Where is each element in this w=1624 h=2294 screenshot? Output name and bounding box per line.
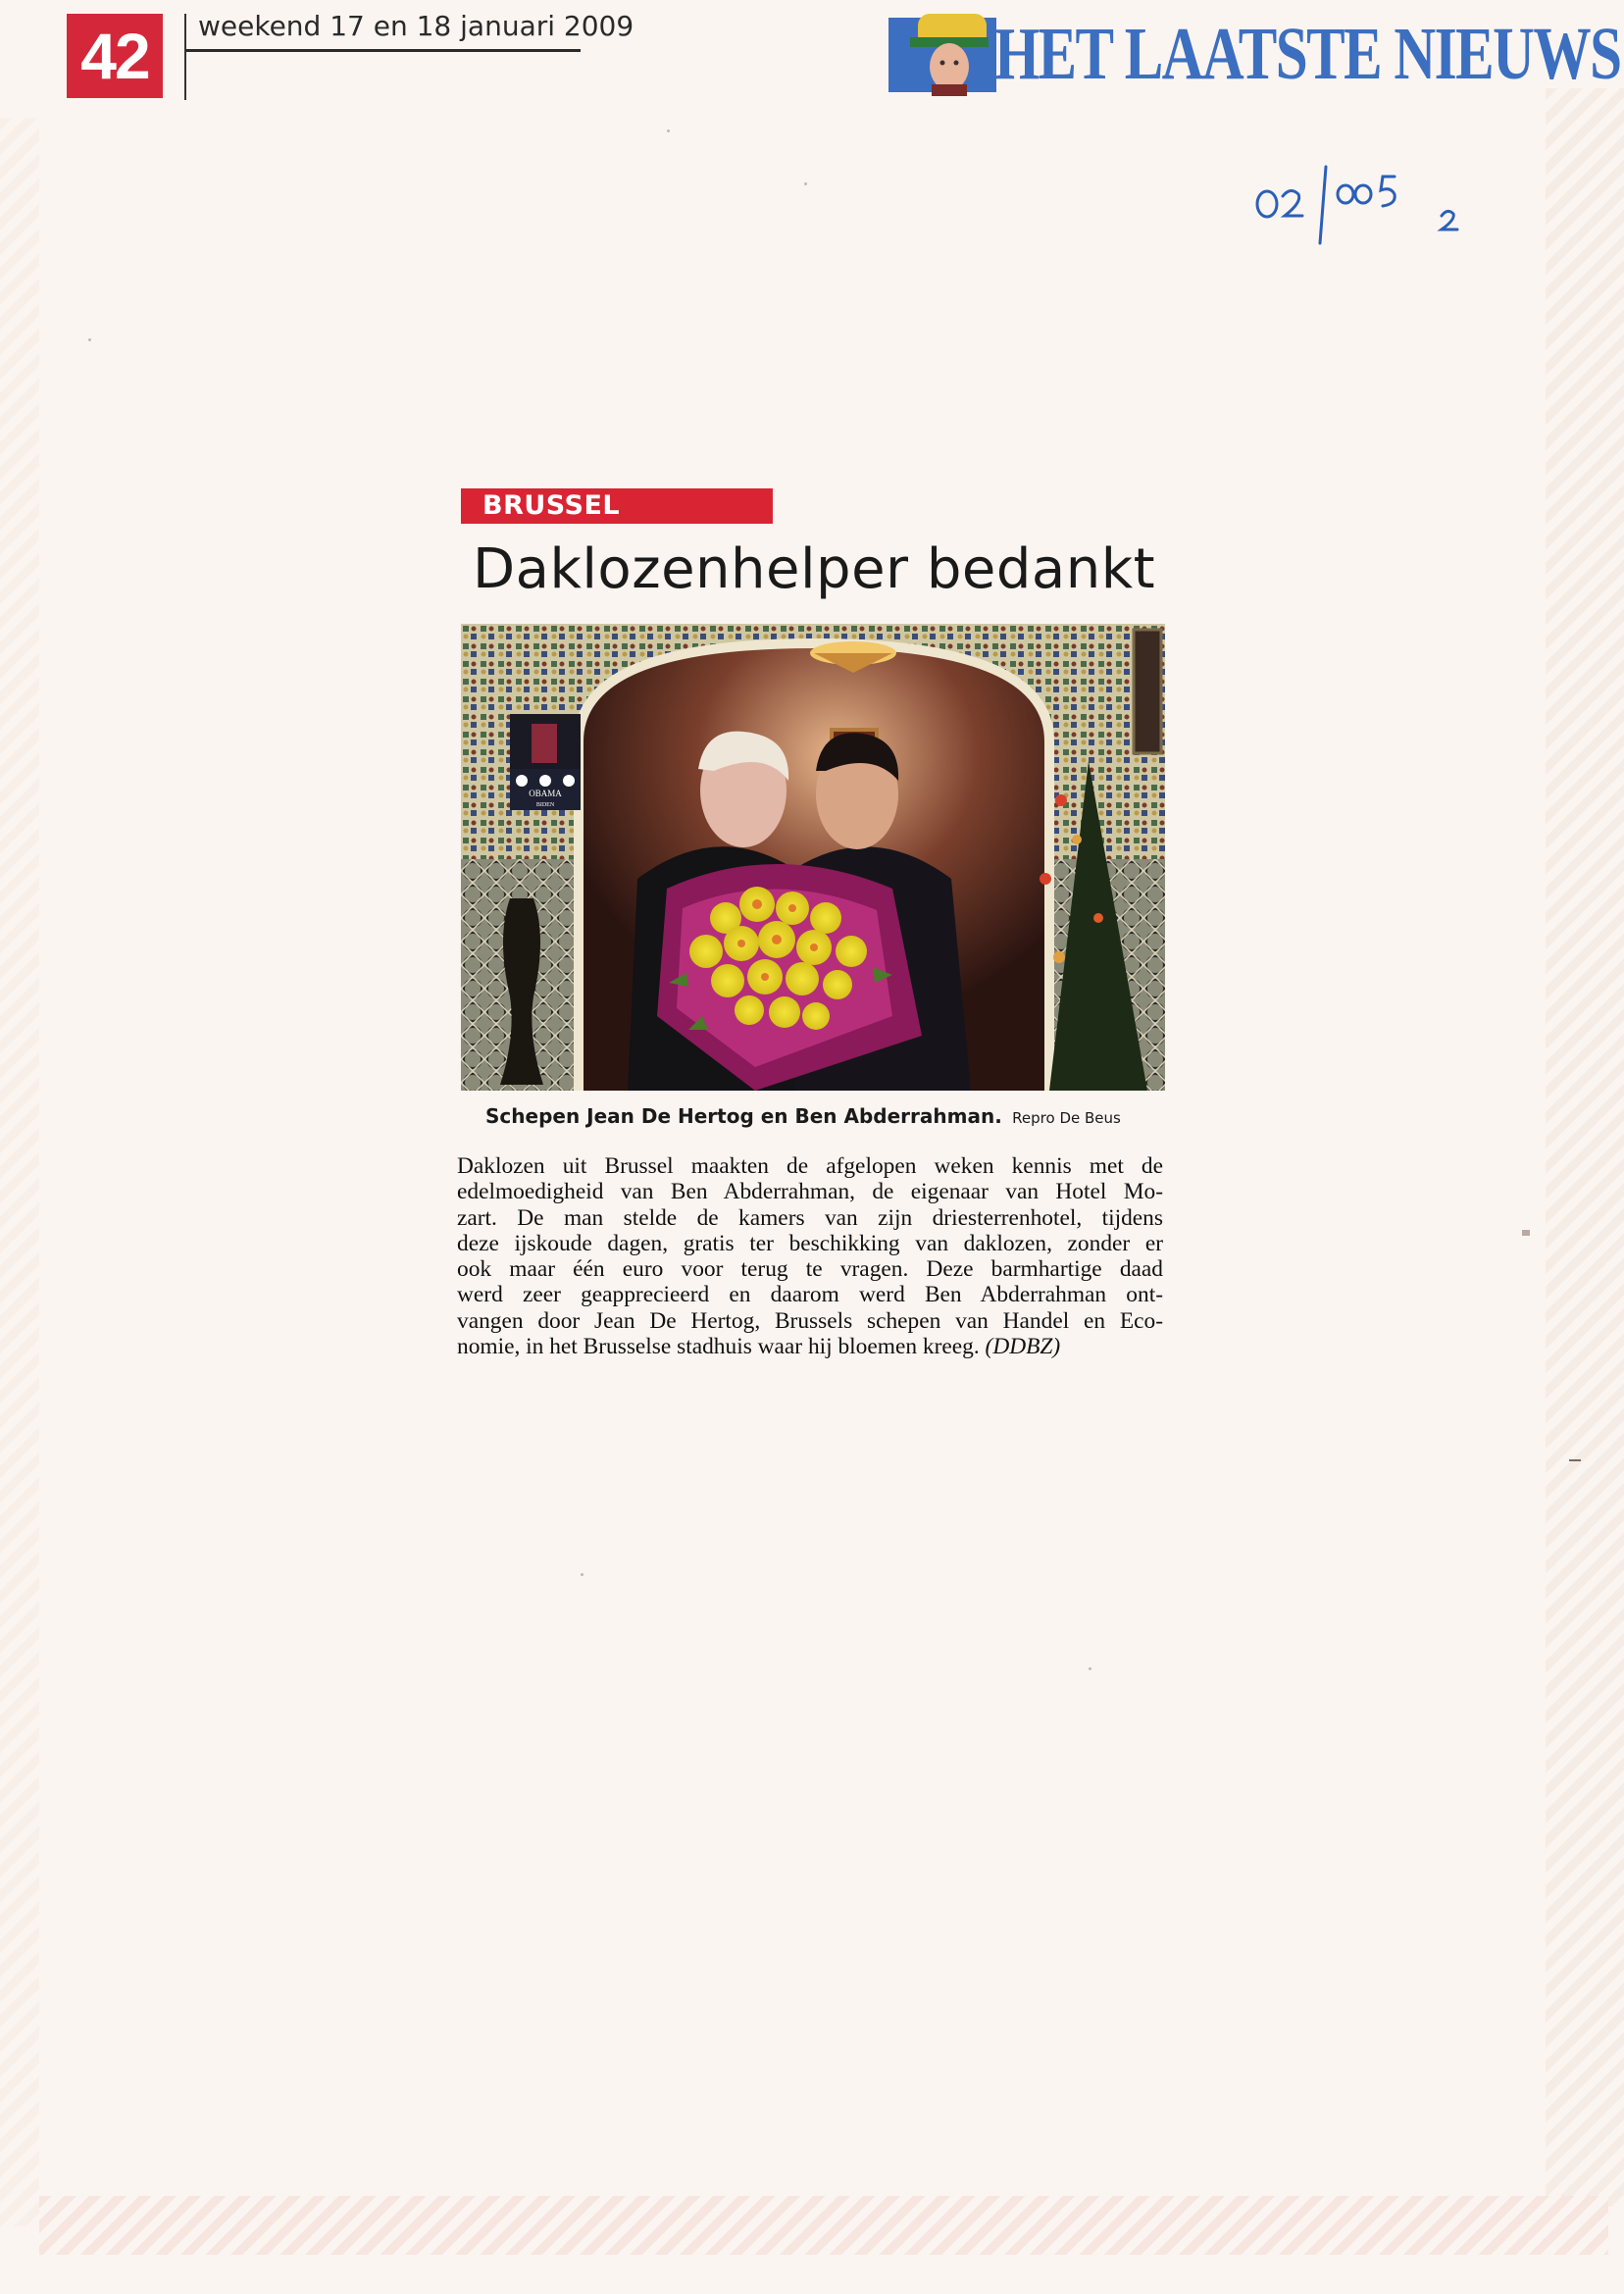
handwritten-archive-note [1245,157,1481,255]
body-line: werd zeer geapprecieerd en daarom werd Ben Abderrahman ont- [457,1282,1163,1308]
photo-caption [485,1104,1192,1128]
body-line: Daklozen uit Brussel maakten de afgelopen weken kennis met de [457,1153,1163,1179]
photo-illustration [461,624,1165,1091]
body-line: zart. De man stelde de kamers van zijn driesterrenhotel, tijdens [457,1204,1163,1231]
article-photo [461,624,1165,1091]
poster-text-2: BIDEN [535,802,555,808]
page-number: 42 [67,14,163,98]
masthead-title: HET LAATSTE NIEUWS [994,13,1621,95]
caption-text: Schepen Jean De Hertog en Ben Abderrahman. [485,1104,1002,1128]
paper-edge-bottom [39,2196,1608,2255]
body-line-text: nomie, in het Brusselse stadhuis waar hij bloemen kreeg. [457,1334,980,1360]
photo-credit: Repro De Beus [1012,1109,1121,1127]
header-divider [184,14,186,100]
header-underline [186,49,581,52]
masthead-logo-icon [888,8,996,96]
article-byline: (DDBZ) [985,1334,1061,1360]
body-line: vangen door Jean De Hertog, Brussels schepen van Handel en Eco- [457,1307,1163,1334]
body-line: deze ijskoude dagen, gratis ter beschikking van daklozen, zonder er [457,1230,1163,1256]
poster-text-1: OBAMA [529,789,562,798]
issue-date: weekend 17 en 18 januari 2009 [198,10,634,42]
body-line: edelmoedigheid van Ben Abderrahman, de eigenaar van Hotel Mo- [457,1179,1163,1205]
paper-edge-right [1546,88,1624,2207]
section-label: BRUSSEL [461,488,773,524]
article-body [457,1153,1163,1359]
paper-edge-left [0,118,39,2226]
body-line-last [457,1334,1163,1359]
article-headline: Daklozenhelper bedankt [473,537,1156,601]
body-line: ook maar één euro voor terug te vragen. Deze barmhartige daad [457,1256,1163,1283]
masthead [888,8,1621,96]
